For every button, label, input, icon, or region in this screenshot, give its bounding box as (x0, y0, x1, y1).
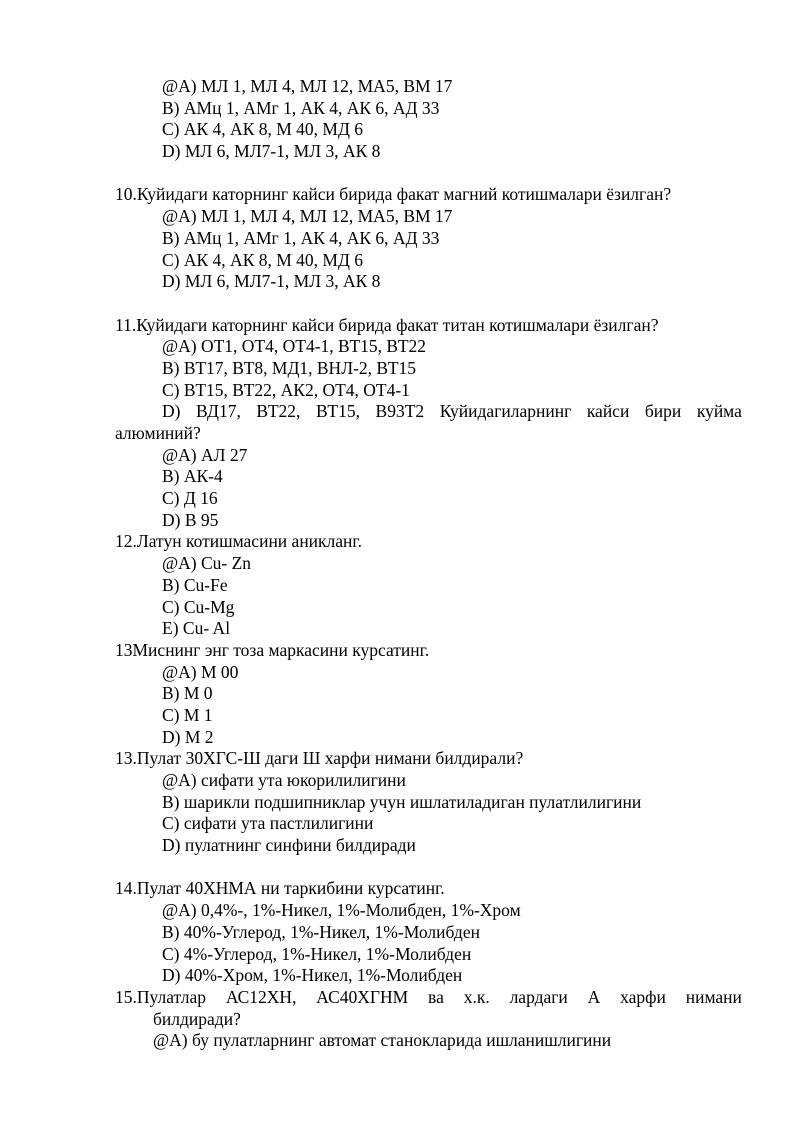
question-13-copper: 13Миснинг энг тоза маркасини курсатинг. (115, 639, 430, 660)
document-page (0, 76, 800, 1052)
word: А (587, 986, 601, 1007)
word: харфи (620, 986, 666, 1007)
word: АС40ХГНМ (316, 986, 409, 1007)
option-c: C) 4%-Углерод, 1%-Никел, 1%-Молибден (162, 943, 472, 964)
option-d-continuation: алюминий? (115, 423, 201, 443)
question-10: 10.Куйидаги каторнинг кайси бирида факат магний котишмалари ёзилган? (115, 184, 672, 205)
option-a: @A) М 00 (162, 661, 239, 682)
word: АС12ХН, (225, 986, 297, 1007)
spacer (0, 857, 800, 879)
word: Куйидагиларнинг (439, 401, 572, 422)
option-a: @A) Cu- Zn (162, 553, 252, 574)
word: ВД17, (196, 401, 241, 422)
word: В93Т2 (375, 401, 425, 422)
word: нимани (685, 986, 742, 1007)
justified-text (162, 401, 742, 423)
option-a: @A) ОТ1, ОТ4, ОТ4-1, ВТ15, ВТ22 (162, 336, 427, 357)
spacer (0, 293, 800, 315)
option-d: D) 40%-Хром, 1%-Никел, 1%-Молибден (162, 965, 463, 986)
option-a: @A) МЛ 1, МЛ 4, МЛ 12, МА5, ВМ 17 (162, 206, 453, 227)
word: 15.Пулатлар (115, 986, 207, 1007)
option-d: D) М 2 (162, 726, 214, 747)
option-b: B) АК-4 (162, 466, 223, 487)
word: бири (644, 401, 682, 422)
spacer (0, 163, 800, 185)
option-d: D) пулатнинг синфини билдиради (162, 835, 416, 856)
justified-text (115, 987, 742, 1009)
question-12: 12.Латун котишмасини аникланг. (115, 531, 362, 552)
option-b: B) Cu-Fe (162, 574, 228, 595)
question-15-continuation: билдиради? (153, 1008, 241, 1029)
word: ВТ22, (256, 401, 301, 422)
option-b: B) ВТ17, ВТ8, МД1, ВНЛ-2, ВТ15 (162, 357, 417, 378)
option-e: E) Cu- Al (162, 618, 231, 639)
option-a: @A) 0,4%-, 1%-Никел, 1%-Молибден, 1%-Хром (162, 900, 521, 921)
question-14: 14.Пулат 40ХНМА ни таркибини курсатинг. (115, 878, 445, 899)
option-c: C) сифати ута пастлилигини (162, 813, 374, 834)
word: D) (162, 401, 181, 422)
option-b: B) АМц 1, АМг 1, АК 4, АК 6, АД 33 (162, 97, 440, 118)
option-c: C) АК 4, АК 8, М 40, МД 6 (162, 119, 364, 140)
option-c: C) М 1 (162, 704, 213, 725)
option-b: B) шарикли подшипниклар учун ишлатиладиган пулатлилигини (162, 791, 642, 812)
question-13-steel: 13.Пулат 30ХГС-Ш даги Ш харфи нимани билдирали? (115, 748, 524, 769)
word: лардаги (509, 986, 568, 1007)
option-a: @A) сифати ута юкорилилигини (162, 770, 406, 790)
word: куйма (696, 401, 742, 422)
option-d: D) МЛ 6, МЛ7-1, МЛ 3, АК 8 (162, 141, 381, 162)
option-c: C) АК 4, АК 8, М 40, МД 6 (162, 249, 364, 270)
option-a: @A) МЛ 1, МЛ 4, МЛ 12, МА5, ВМ 17 (162, 76, 453, 96)
question-15 (0, 987, 800, 1009)
word: ВТ15, (315, 401, 360, 422)
option-b: B) АМц 1, АМг 1, АК 4, АК 6, АД 33 (162, 227, 440, 248)
question-11: 11.Куйидаги каторнинг кайси бирида факат титан котишмалари ёзилган? (115, 314, 659, 335)
option-c: C) ВТ15, ВТ22, АК2, ОТ4, ОТ4-1 (162, 379, 410, 400)
option-b: B) 40%-Углерод, 1%-Никел, 1%-Молибден (162, 921, 480, 942)
option-d-justified (0, 401, 800, 423)
word: ва (428, 986, 444, 1007)
option-a: @A) АЛ 27 (162, 444, 248, 465)
option-a: @A) бу пулатларнинг автомат станокларида ишланишлигини (153, 1030, 612, 1051)
word: х.к. (463, 986, 490, 1007)
option-c: C) Д 16 (162, 488, 218, 509)
word: кайси (586, 401, 630, 422)
option-c: C) Cu-Mg (162, 596, 235, 617)
option-d: D) МЛ 6, МЛ7-1, МЛ 3, АК 8 (162, 271, 381, 292)
option-d: D) В 95 (162, 509, 219, 530)
option-b: B) М 0 (162, 683, 213, 704)
